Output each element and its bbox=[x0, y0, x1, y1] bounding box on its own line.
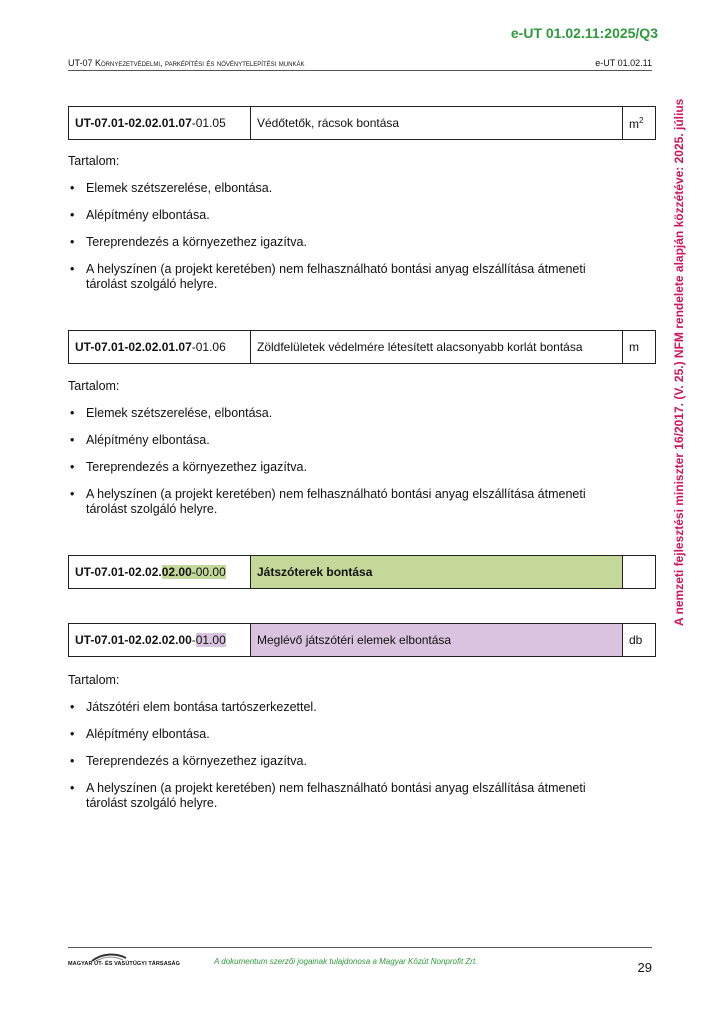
list-item: • Alépítmény elbontása. bbox=[68, 208, 628, 223]
organization-name: MAGYAR ÚT- ÉS VASÚTÜGYI TÁRSASÁG bbox=[68, 961, 180, 967]
content-list bbox=[68, 181, 628, 304]
content-label: Tartalom: bbox=[68, 673, 120, 687]
list-item: • A helyszínen (a projekt keretében) nem felhasználható bontási anyag elszállítása átmeneti tárolást szolgáló helyre. bbox=[68, 781, 628, 811]
publication-side-note: A nemzeti fejlesztési miniszter 16/2017. (V. 25.) NFM rendelete alapján közzétéve: 2025. július bbox=[672, 98, 686, 626]
document-id: e-UT 01.02.11:2025/Q3 bbox=[510, 25, 658, 41]
item-unit bbox=[623, 556, 656, 589]
list-item: • A helyszínen (a projekt keretében) nem felhasználható bontási anyag elszállítása átmeneti tárolást szolgáló helyre. bbox=[68, 262, 628, 292]
item-table-01-06 bbox=[68, 330, 656, 364]
content-list bbox=[68, 700, 628, 823]
list-item: • Elemek szétszerelése, elbontása. bbox=[68, 406, 628, 421]
item-unit: $m^2$ bbox=[623, 107, 656, 140]
list-item: • Elemek szétszerelése, elbontása. bbox=[68, 181, 628, 196]
list-item: • Játszótéri elem bontása tartószerkezettel. bbox=[68, 700, 628, 715]
page-number: 29 bbox=[637, 960, 652, 975]
list-item: • Tereprendezés a környezethez igazítva. bbox=[68, 460, 628, 475]
item-title: Játszóterek bontása bbox=[251, 556, 623, 589]
content-label: Tartalom: bbox=[68, 379, 120, 393]
item-code: UT-07.01-02.02.02.00-01.00 bbox=[69, 624, 251, 657]
item-code: UT-07.01-02.02.02.00-00.00 bbox=[69, 556, 251, 589]
item-table-02-00-01-00 bbox=[68, 623, 656, 657]
item-title: Védőtetők, rácsok bontása bbox=[251, 107, 623, 140]
list-item: • Tereprendezés a környezethez igazítva. bbox=[68, 754, 628, 769]
list-item: • Alépítmény elbontása. bbox=[68, 727, 628, 742]
copyright-note: A dokumentum szerzői jogainak tulajdonosa a Magyar Közút Nonprofit Zrt. bbox=[214, 957, 478, 966]
item-unit: m bbox=[623, 331, 656, 364]
list-item: • Tereprendezés a környezethez igazítva. bbox=[68, 235, 628, 250]
item-title: Zöldfelületek védelmére létesített alacsonyabb korlát bontása bbox=[251, 331, 623, 364]
item-code: UT-07.01-02.02.01.07-01.05 bbox=[69, 107, 251, 140]
footer-rule bbox=[68, 947, 652, 948]
header-standard: e-UT 01.02.11 bbox=[595, 58, 652, 68]
header-chapter: UT-07 Környezetvédelmi, parképítési és növénytelepítési munkák bbox=[68, 58, 305, 68]
list-item: • Alépítmény elbontása. bbox=[68, 433, 628, 448]
item-table-01-05 bbox=[68, 106, 656, 140]
content-list bbox=[68, 406, 628, 529]
item-table-02-00 bbox=[68, 555, 656, 589]
list-item: • A helyszínen (a projekt keretében) nem felhasználható bontási anyag elszállítása átmeneti tárolást szolgáló helyre. bbox=[68, 487, 628, 517]
item-unit: db bbox=[623, 624, 656, 657]
content-label: Tartalom: bbox=[68, 154, 120, 168]
item-code: UT-07.01-02.02.01.07-01.06 bbox=[69, 331, 251, 364]
item-title: Meglévő játszótéri elemek elbontása bbox=[251, 624, 623, 657]
running-header bbox=[68, 58, 652, 71]
